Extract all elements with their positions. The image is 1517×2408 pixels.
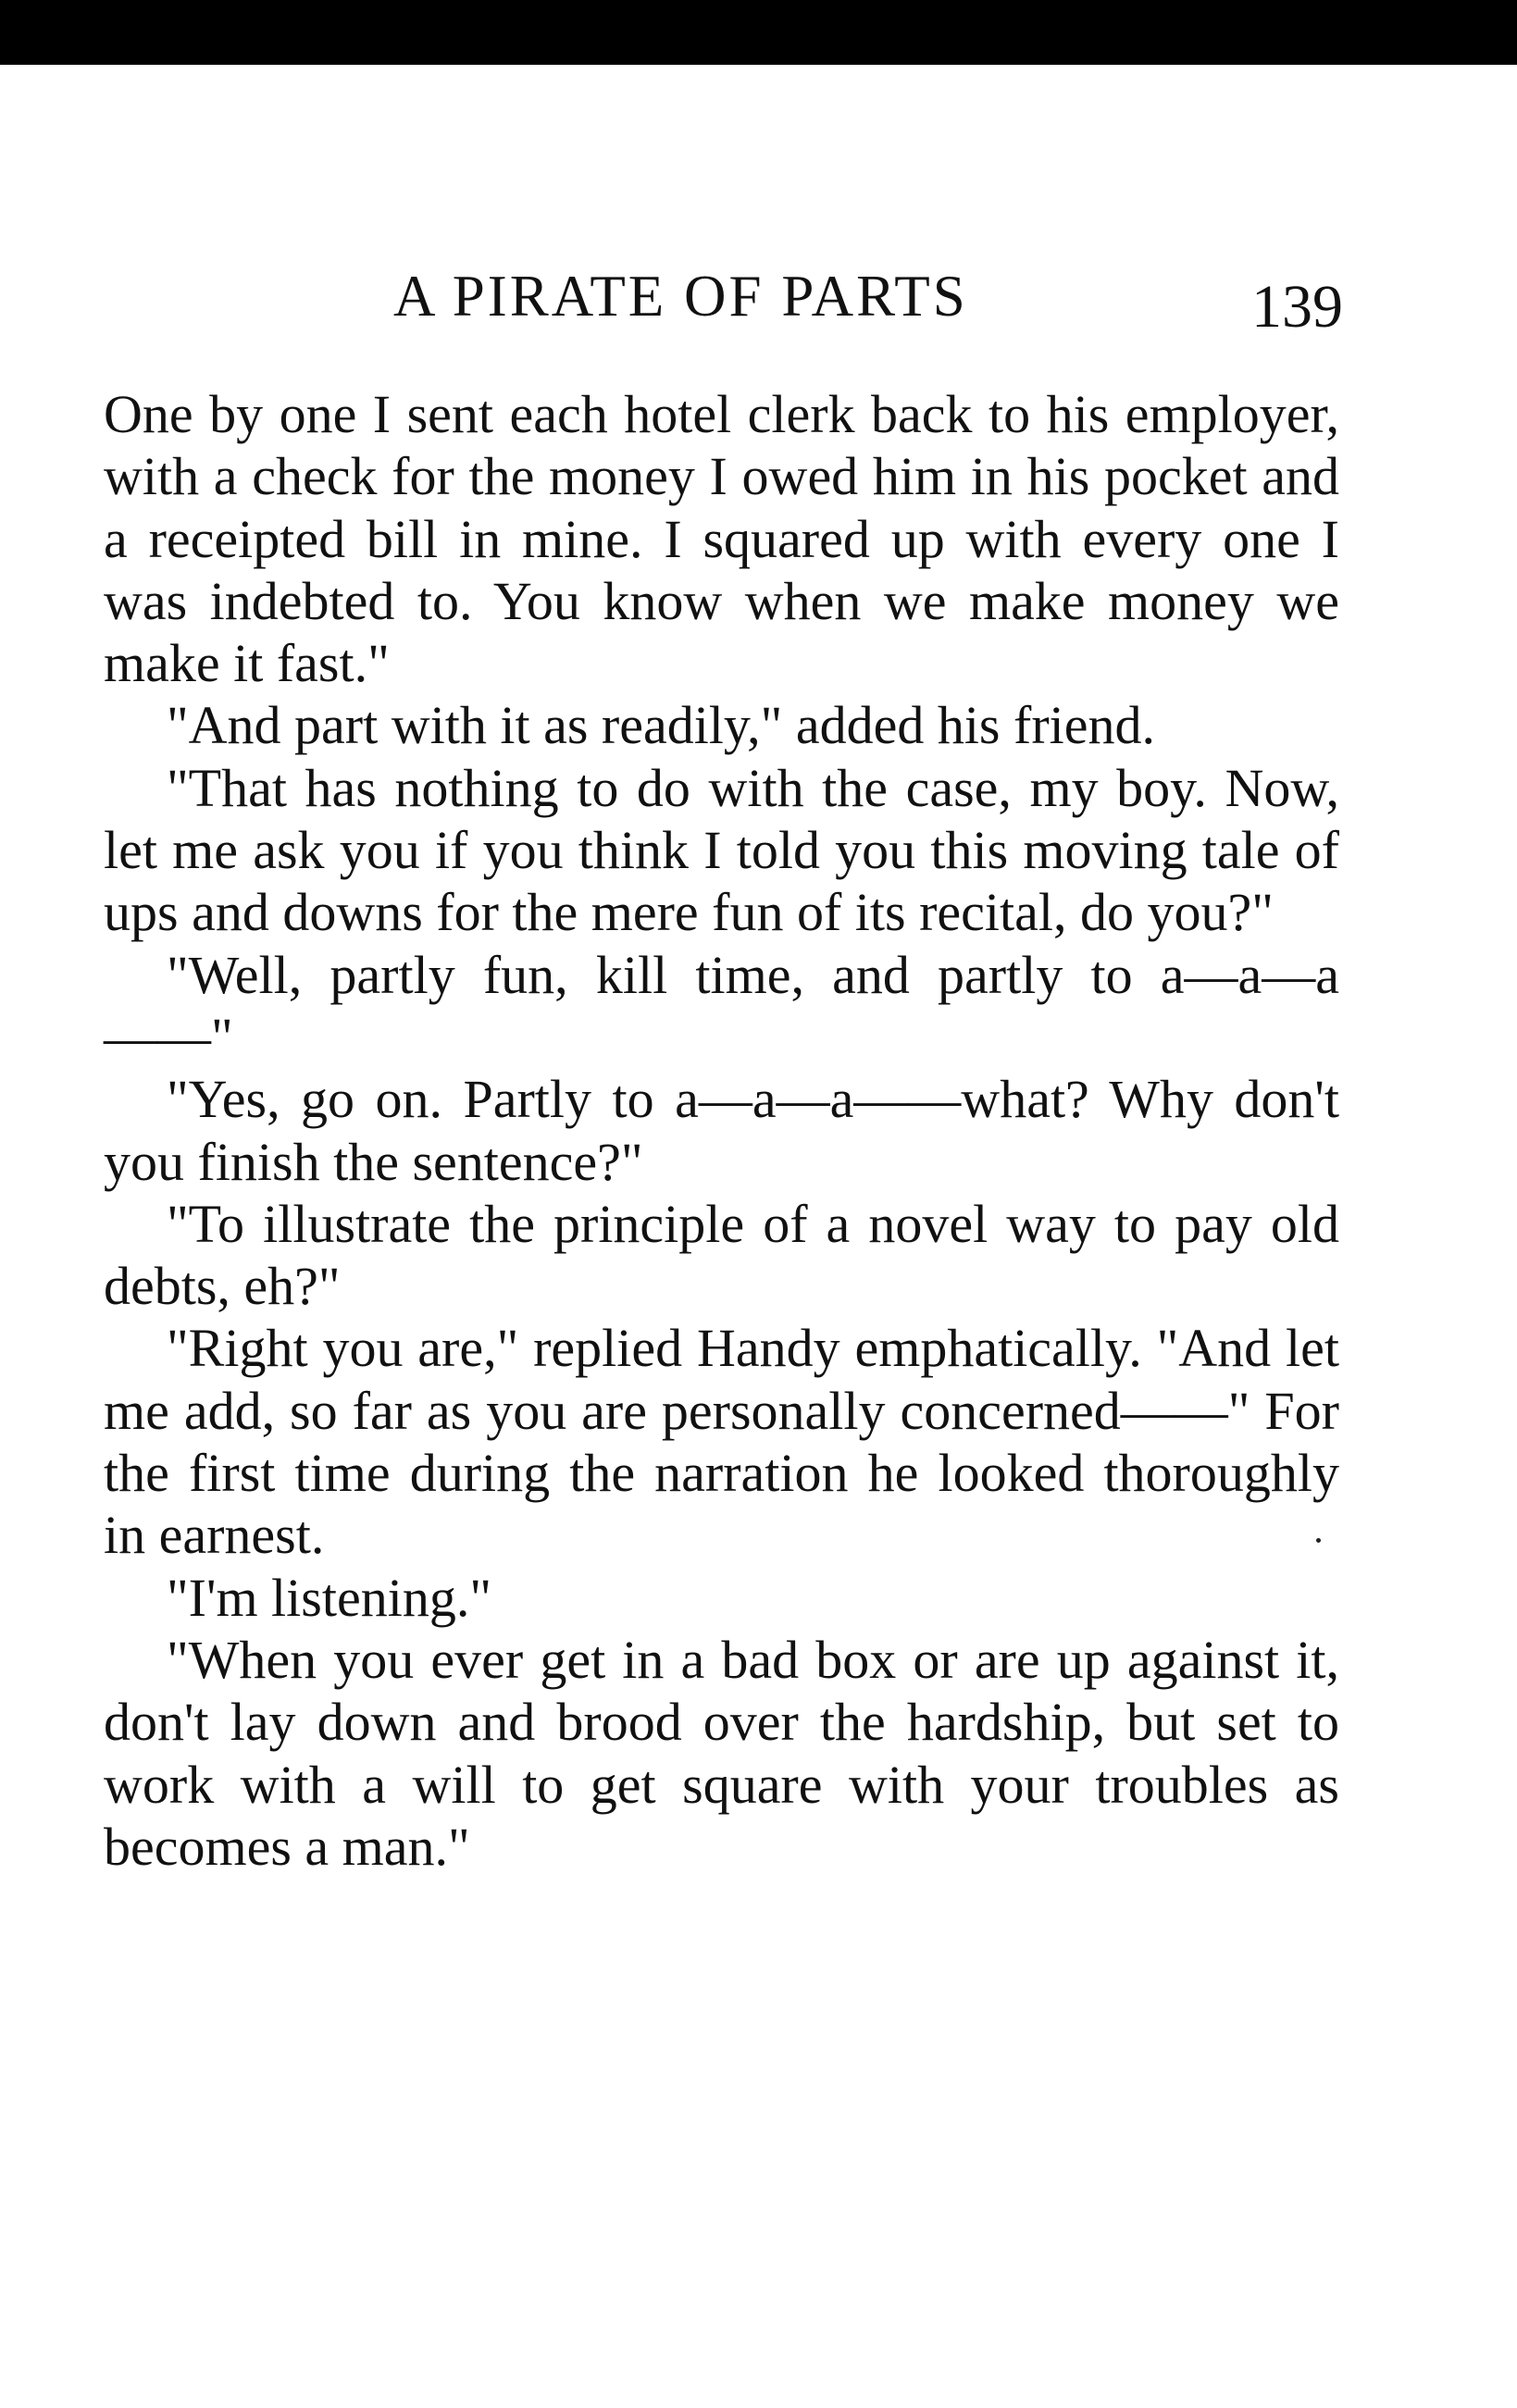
- paragraph: "I'm listening.": [167, 1567, 492, 1628]
- body-text: [104, 383, 1339, 1878]
- print-speck: [1316, 1538, 1321, 1543]
- paragraph: "When you ever get in a bad box or are up against it, don't lay down and brood over the hardship, but set to work with a will to get square with your troubles as becomes a man.": [104, 1629, 1339, 1877]
- paragraph: "That has nothing to do with the case, my boy. Now, let me ask you if you think I told you this moving tale of ups and downs for the mere fun of its recital, do you?": [104, 757, 1339, 943]
- page-number: 139: [1251, 273, 1343, 341]
- running-title: A PIRATE OF PARTS: [393, 264, 968, 329]
- paragraph: "And part with it as readily," added his friend.: [167, 695, 1155, 756]
- running-header: [0, 254, 1517, 341]
- paragraph: "Well, partly fun, kill time, and partly to a—a—a——": [104, 944, 1339, 1067]
- paragraph: "Right you are," replied Handy emphatically. "And let me add, so far as you are personally concerned——" For the first time during the narration he looked thoroughly in earnest.: [104, 1318, 1339, 1566]
- paragraph: "Yes, go on. Partly to a—a—a——what? Why don't you finish the sentence?": [104, 1069, 1339, 1192]
- paragraph: One by one I sent each hotel clerk back to his employer, with a check for the money I owed him in his pocket and a receipted bill in mine. I squared up with every one I was indebted to. You know when we make money we make it fast.": [104, 384, 1339, 694]
- paragraph: "To illustrate the principle of a novel way to pay old debts, eh?": [104, 1193, 1339, 1317]
